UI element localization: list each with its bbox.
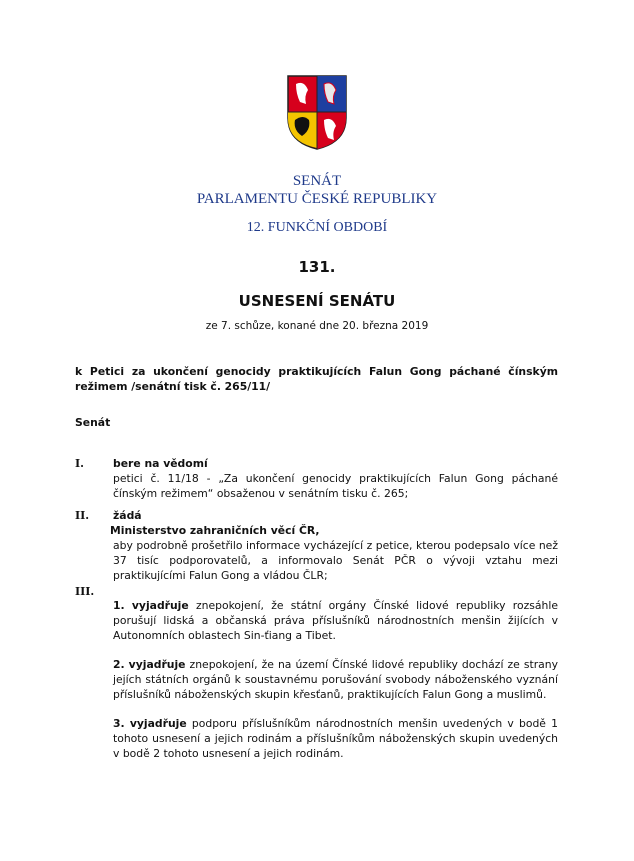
- section-addressee: Ministerstvo zahraničních věcí ČR,: [110, 524, 320, 537]
- section-verb: žádá: [113, 509, 142, 522]
- section-number: II.: [75, 509, 90, 522]
- list-item: 1. vyjadřuje znepokojení, že státní orgány Čínské lidové republiky rozsáhle porušují lidská a občanská práva příslušníků národnostních menšin žijících v Autonomních oblastech Sin-ťiang a Tibet.: [113, 599, 558, 642]
- resolution-number: 131.: [298, 258, 336, 276]
- session-subtitle: ze 7. schůze, konané dne 20. března 2019: [205, 320, 429, 332]
- list-item: 3. vyjadřuje podporu příslušníkům národnostních menšin uvedených v bodě 1 tohoto usnesení a jejich rodinám a příslušníkům náboženských skupin uvedených v bodě 2 tohoto usnesení a jejich rodinám.: [113, 717, 559, 760]
- resolution-title: USNESENÍ SENÁTU: [238, 292, 396, 310]
- section-number: I.: [75, 457, 84, 470]
- section-text: petici č. 11/18 - „Za ukončení genocidy praktikujících Falun Gong páchané čínským režimem“ obsaženou v senátním tisku č. 265;: [113, 472, 558, 500]
- section-text: aby podrobně prošetřilo informace vycházející z petice, kterou podepsalo více než 37 tisíc podporovatelů, a informovalo Senát PČR o vývoji vztahu mezi praktikujícími Falun Gong a vládou ČLR;: [113, 539, 558, 582]
- section-1: [113, 456, 558, 501]
- resolution-subject: k Petici za ukončení genocidy praktikujících Falun Gong páchané čínským režimem /senátní tisk č. 265/11/: [75, 365, 558, 393]
- list-item: 2. vyjadřuje znepokojení, že na území Čínské lidové republiky dochází ze strany jejích státních orgánů k soustavnému porušování svobody náboženského vyznání příslušníků náboženských skupin křesťanů, praktikujících Falun Gong a muslimů.: [113, 658, 558, 701]
- section-number: III.: [75, 585, 95, 598]
- czech-coat-of-arms-emblem: [286, 74, 348, 150]
- header-parliament: PARLAMENTU ČESKÉ REPUBLIKY: [196, 191, 438, 207]
- body-subject: Senát: [75, 416, 111, 429]
- section-3: [113, 598, 558, 761]
- section-2: [110, 508, 558, 583]
- section-verb: bere na vědomí: [113, 457, 208, 470]
- header-term: 12. FUNKČNÍ OBDOBÍ: [246, 220, 388, 235]
- header-senat: SENÁT: [292, 173, 342, 189]
